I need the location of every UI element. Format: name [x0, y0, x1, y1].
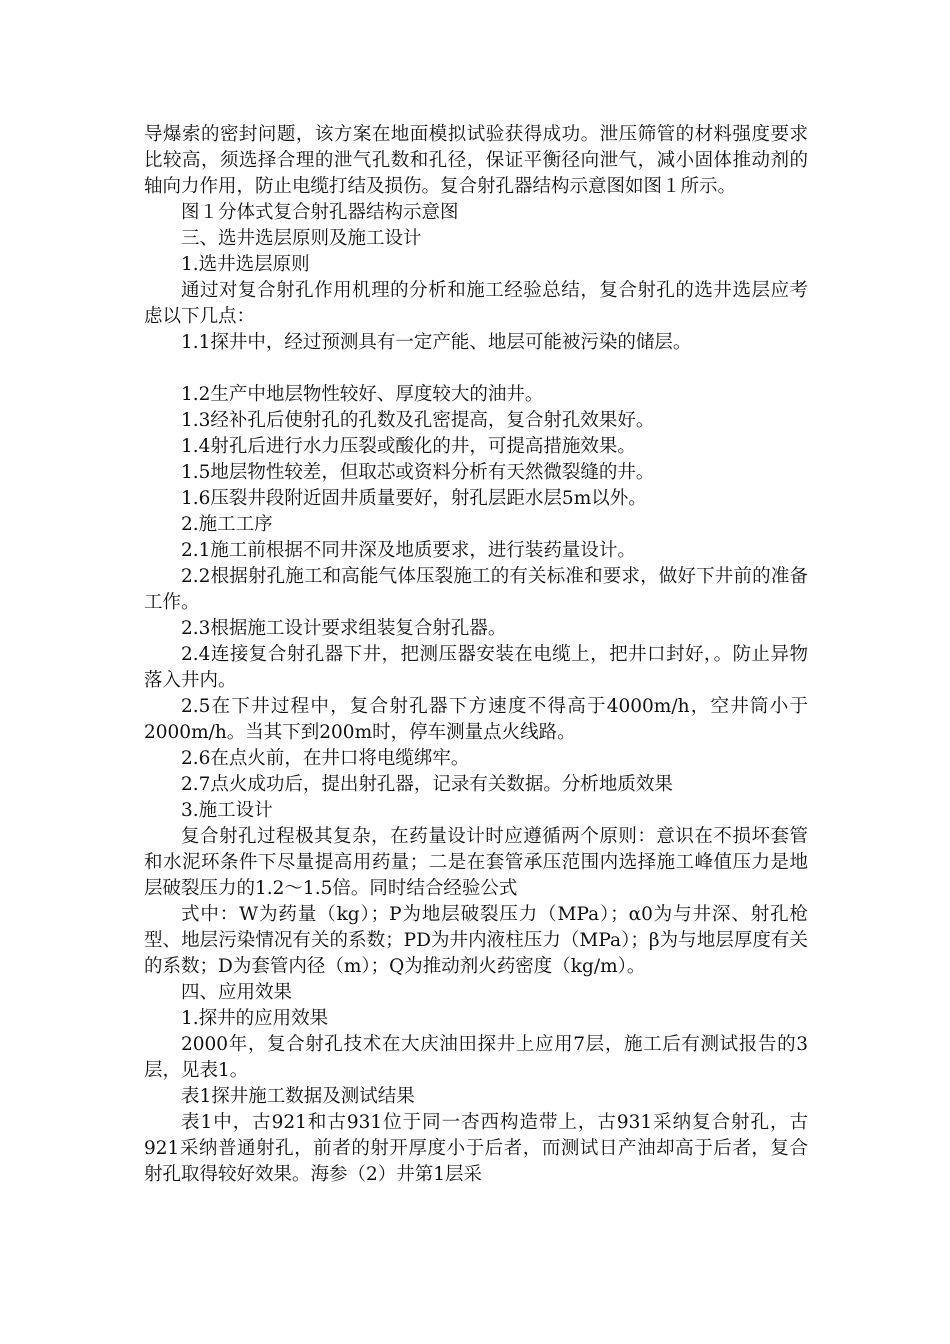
document-body: [144, 122, 808, 1188]
blank-line: [144, 356, 808, 382]
section-heading: 三、选井选层原则及施工设计: [181, 228, 422, 249]
list-item: 2.6在点火前，在井口将电缆绑牢。: [181, 748, 470, 769]
list-item: 2.3根据施工设计要求组装复合射孔器。: [181, 618, 507, 639]
list-item: 1.6压裂井段附近固井质量要好，射孔层距水层5m以外。: [181, 488, 647, 509]
list-item: 1.2生产中地层物性较好、厚度较大的油井。: [181, 384, 544, 405]
paragraph: 式中：W为药量（kg）；P为地层破裂压力（MPa）；α0为与井深、射孔枪型、地层污染情况有关的系数；PD为井内液柱压力（MPa）；β为与地层厚度有关的系数；D为套管内径（m）；Q为推动剂火药密度（kg/m）。: [144, 904, 808, 977]
list-item: 1.4射孔后进行水力压裂或酸化的井，可提高措施效果。: [181, 436, 636, 457]
paragraph: 复合射孔过程极其复杂，在药量设计时应遵循两个原则：意识在不损坏套管和水泥环条件下尽量提高用药量；二是在套管承压范围内选择施工峰值压力是地层破裂压力的1.2～1.5倍。同时结合经验公式: [144, 826, 808, 899]
paragraph-intro: 导爆索的密封问题，该方案在地面模拟试验获得成功。泄压筛管的材料强度要求比较高，须选择合理的泄气孔数和孔径，保证平衡径向泄气，减小固体推动剂的轴向力作用，防止电缆打结及损伤。复合射孔器结构示意图如图１所示。: [144, 124, 808, 197]
subsection-heading: 1.探井的应用效果: [181, 1008, 329, 1029]
table-caption: 表1探井施工数据及测试结果: [181, 1086, 415, 1107]
paragraph: 通过对复合射孔作用机理的分析和施工经验总结，复合射孔的选井选层应考虑以下几点：: [144, 280, 808, 327]
paragraph: 2000年，复合射孔技术在大庆油田探井上应用7层，施工后有测试报告的3层，见表1。: [144, 1034, 808, 1081]
list-item: 2.4连接复合射孔器下井，把测压器安装在电缆上，把井口封好，。防止异物落入井内。: [144, 644, 808, 691]
list-item: 2.2根据射孔施工和高能气体压裂施工的有关标准和要求，做好下井前的准备工作。: [144, 566, 808, 613]
subsection-heading: 3.施工设计: [181, 800, 273, 821]
list-item: 2.5在下井过程中，复合射孔器下方速度不得高于4000m/h，空井筒小于2000m/h。当其下到200m时，停车测量点火线路。: [144, 696, 808, 743]
subsection-heading: 1.选井选层原则: [181, 254, 310, 275]
list-item: 2.1施工前根据不同井深及地质要求，进行装药量设计。: [181, 540, 636, 561]
figure-caption: 图１分体式复合射孔器结构示意图: [181, 202, 459, 223]
subsection-heading: 2.施工工序: [181, 514, 273, 535]
list-item: 1.1探井中，经过预测具有一定产能、地层可能被污染的储层。: [181, 332, 692, 353]
paragraph: 表1中，古921和古931位于同一杏西构造带上，古931采纳复合射孔，古921采纳普通射孔，前者的射开厚度小于后者，而测试日产油却高于后者，复合射孔取得较好效果。海参（2）井第1层采: [144, 1112, 808, 1185]
list-item: 1.3经补孔后使射孔的孔数及孔密提高，复合射孔效果好。: [181, 410, 655, 431]
section-heading: 四、应用效果: [181, 982, 293, 1003]
list-item: 1.5地层物性较差，但取芯或资料分析有天然微裂缝的井。: [181, 462, 655, 483]
list-item: 2.7点火成功后，提出射孔器，记录有关数据。分析地质效果: [181, 774, 673, 795]
